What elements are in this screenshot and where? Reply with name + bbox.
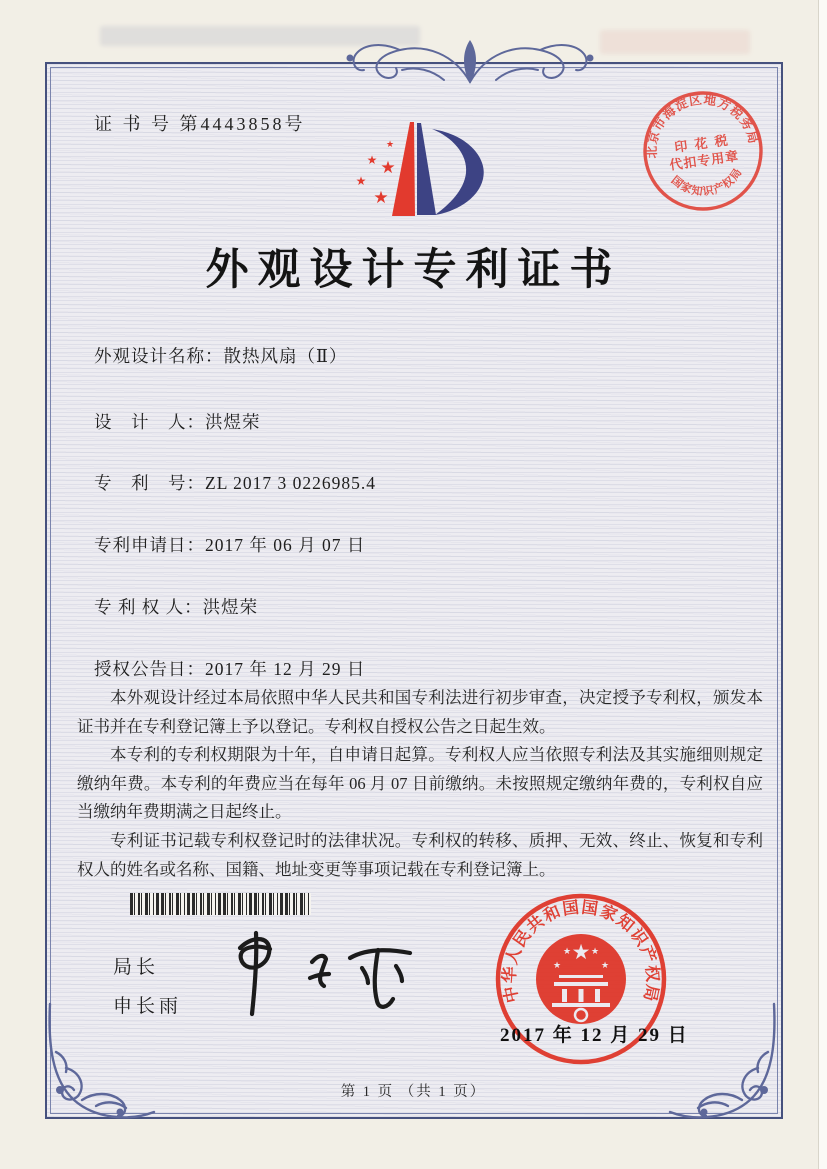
svg-text:★: ★ (571, 940, 591, 964)
tax-stamp-center-line1: 印 花 税 (673, 132, 731, 155)
field-value: 洪煜荣 (202, 597, 259, 617)
field-designer (94, 409, 261, 434)
svg-text:★: ★ (380, 158, 396, 178)
national-emblem (536, 934, 626, 1024)
logo-p-bowl (432, 129, 484, 215)
field-label: 设 计 人： (94, 412, 205, 432)
field-value: ZL 2017 3 0226985.4 (205, 473, 376, 493)
tax-stamp-seal (630, 78, 777, 225)
svg-text:★: ★ (590, 947, 600, 957)
official-seal-arc-text: 中华人民共和国国家知识产权局 (499, 897, 663, 1005)
field-label: 专 利 权 人： (94, 597, 203, 617)
field-grant-date (94, 656, 365, 681)
svg-text:★: ★ (355, 174, 367, 188)
field-label: 授权公告日： (94, 659, 205, 679)
svg-text:★: ★ (562, 947, 572, 957)
legal-text-block (77, 684, 763, 884)
svg-text:★: ★ (552, 961, 562, 971)
field-patentee (94, 594, 258, 619)
legal-paragraph-1: 本外观设计经过本局依照中华人民共和国专利法进行初步审查，决定授予专利权，颁发本证书并在专利登记簿上予以登记。专利权自授权公告之日起生效。 (77, 688, 763, 736)
field-value: 洪煜荣 (205, 412, 261, 432)
logo-blue-wedge (417, 123, 436, 215)
legal-paragraph-2: 本专利的专利权期限为十年，自申请日起算。专利权人应当依照专利法及其实施细则规定缴纳年费。本专利的年费应当在每年 06 月 07 日前缴纳。未按照规定缴纳年费的，专利权自应当缴纳年费期满之日起终止。 (77, 745, 763, 822)
tax-stamp-arc-bottom-text: 国家知识产权局 (668, 165, 745, 199)
tax-stamp-arc-top-text: 北京市海淀区地方税务局 (644, 92, 761, 159)
certificate-title: 外观设计专利证书 (205, 247, 622, 294)
scan-page-edge (818, 0, 827, 1169)
bottom-right-flourish (658, 998, 788, 1128)
page-number-footer: 第 1 页 （共 1 页） (340, 1084, 487, 1100)
field-value: 散热风扇（Ⅱ） (223, 346, 348, 366)
barcode (130, 893, 311, 915)
field-design-name (94, 343, 347, 368)
svg-text:★: ★ (385, 140, 395, 150)
legal-paragraph-3: 专利证书记载专利权登记时的法律状况。专利权的转移、质押、无效、终止、恢复和专利权人的姓名或名称、国籍、地址变更等事项记载在专利登记簿上。 (77, 830, 763, 879)
tax-stamp-center-line2: 代扣专用章 (668, 148, 741, 173)
signer-name: 申长雨 (113, 996, 183, 1017)
field-label: 专 利 号： (94, 473, 205, 493)
field-patent-number (94, 470, 376, 495)
flourish-center-leaf (464, 40, 476, 84)
top-flourish-ornament (300, 34, 640, 88)
field-label: 外观设计名称： (94, 346, 224, 366)
svg-text:★: ★ (373, 188, 389, 208)
field-label: 专利申请日： (94, 535, 205, 555)
certificate-number: 证 书 号 第4443858号 (94, 114, 306, 134)
signer-title: 局长 (113, 957, 160, 978)
svg-text:★: ★ (366, 153, 378, 167)
field-value: 2017 年 12 月 29 日 (205, 659, 366, 679)
seal-date: 2017 年 12 月 29 日 (500, 1025, 689, 1046)
signature-shen-changyu (212, 928, 442, 1023)
svg-text:★: ★ (600, 961, 610, 971)
field-filing-date (94, 532, 365, 557)
cnipa-logo (332, 116, 522, 242)
field-value: 2017 年 06 月 07 日 (205, 535, 366, 555)
logo-stars (356, 140, 396, 208)
